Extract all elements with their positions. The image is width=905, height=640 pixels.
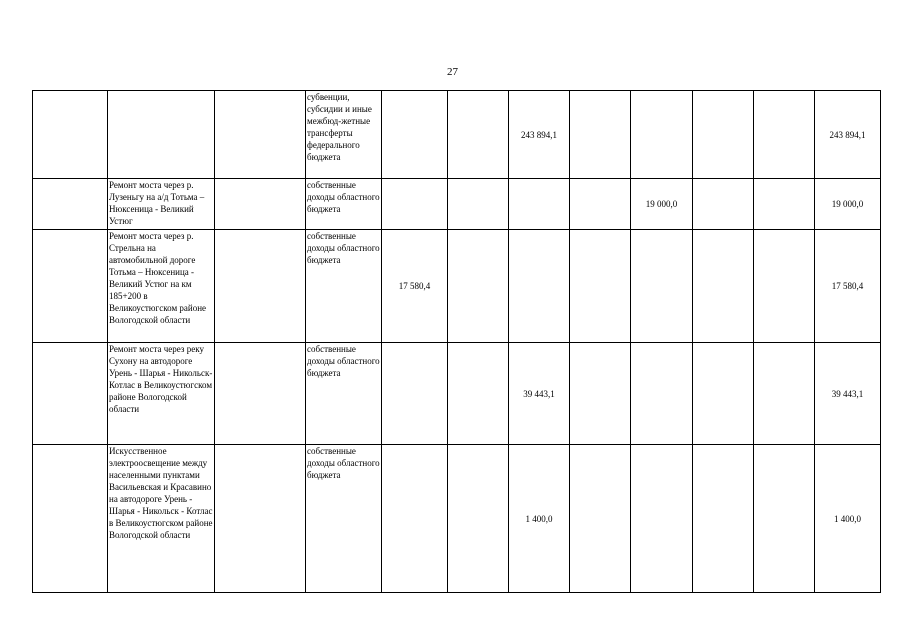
amount-cell: [693, 343, 754, 445]
total-cell: 19 000,0: [815, 179, 881, 230]
amount-cell: [631, 445, 693, 593]
amount-cell: 17 580,4: [382, 230, 448, 343]
budget-table: [32, 90, 881, 593]
measure-name-cell: Ремонт моста через р. Лузеньгу на а/д Тотьма – Нюксеница - Великий Устюг: [108, 179, 215, 230]
amount-cell: [509, 179, 570, 230]
row-label-cell: [33, 445, 108, 593]
funding-source-cell: собственные доходы областного бюджета: [306, 343, 382, 445]
amount-cell: [448, 445, 509, 593]
measure-name-cell: [108, 91, 215, 179]
measure-name-cell: Ремонт моста через р. Стрельна на автомобильной дороге Тотьма – Нюксеница - Великий Устюг на км 185+200 в Великоустюгском районе Вологодской области: [108, 230, 215, 343]
empty-cell: [215, 179, 306, 230]
empty-cell: [215, 445, 306, 593]
amount-cell: [693, 179, 754, 230]
amount-cell: [382, 179, 448, 230]
row-label-cell: [33, 179, 108, 230]
amount-cell: 243 894,1: [509, 91, 570, 179]
row-label-cell: [33, 91, 108, 179]
funding-source-cell: собственные доходы областного бюджета: [306, 230, 382, 343]
amount-cell: [693, 91, 754, 179]
amount-cell: [570, 91, 631, 179]
amount-cell: [631, 343, 693, 445]
amount-cell: [754, 91, 815, 179]
funding-source-cell: собственные доходы областного бюджета: [306, 445, 382, 593]
funding-source-cell: субвенции, субсидии и иные межбюд-жетные трансферты федерального бюджета: [306, 91, 382, 179]
total-cell: 39 443,1: [815, 343, 881, 445]
empty-cell: [215, 230, 306, 343]
amount-cell: [754, 179, 815, 230]
amount-cell: [382, 445, 448, 593]
empty-cell: [215, 91, 306, 179]
total-cell: 17 580,4: [815, 230, 881, 343]
amount-cell: [570, 445, 631, 593]
amount-cell: [448, 343, 509, 445]
funding-source-cell: собственные доходы областного бюджета: [306, 179, 382, 230]
total-cell: 243 894,1: [815, 91, 881, 179]
table-row: [33, 230, 881, 343]
total-cell: 1 400,0: [815, 445, 881, 593]
row-label-cell: [33, 230, 108, 343]
amount-cell: [754, 230, 815, 343]
row-label-cell: [33, 343, 108, 445]
amount-cell: [570, 179, 631, 230]
amount-cell: [754, 445, 815, 593]
measure-name-cell: Ремонт моста через реку Сухону на автодороге Урень - Шарья - Никольск- Котлас в Великоустюгском районе Вологодской области: [108, 343, 215, 445]
measure-name-cell: Искусственное электроосвещение между населенными пунктами Васильевская и Красавино на автодороге Урень - Шарья - Никольск - Котлас в Великоустюгском районе Вологодской области: [108, 445, 215, 593]
amount-cell: [631, 230, 693, 343]
amount-cell: 39 443,1: [509, 343, 570, 445]
amount-cell: [382, 91, 448, 179]
amount-cell: [448, 91, 509, 179]
amount-cell: [382, 343, 448, 445]
table-row: [33, 343, 881, 445]
table-row: [33, 91, 881, 179]
amount-cell: [631, 91, 693, 179]
amount-cell: [570, 343, 631, 445]
amount-cell: [509, 230, 570, 343]
table-row: [33, 179, 881, 230]
amount-cell: [693, 445, 754, 593]
amount-cell: [448, 179, 509, 230]
table-row: [33, 445, 881, 593]
empty-cell: [215, 343, 306, 445]
amount-cell: [570, 230, 631, 343]
amount-cell: [448, 230, 509, 343]
amount-cell: 19 000,0: [631, 179, 693, 230]
amount-cell: 1 400,0: [509, 445, 570, 593]
page-number: 27: [447, 66, 458, 78]
amount-cell: [693, 230, 754, 343]
amount-cell: [754, 343, 815, 445]
